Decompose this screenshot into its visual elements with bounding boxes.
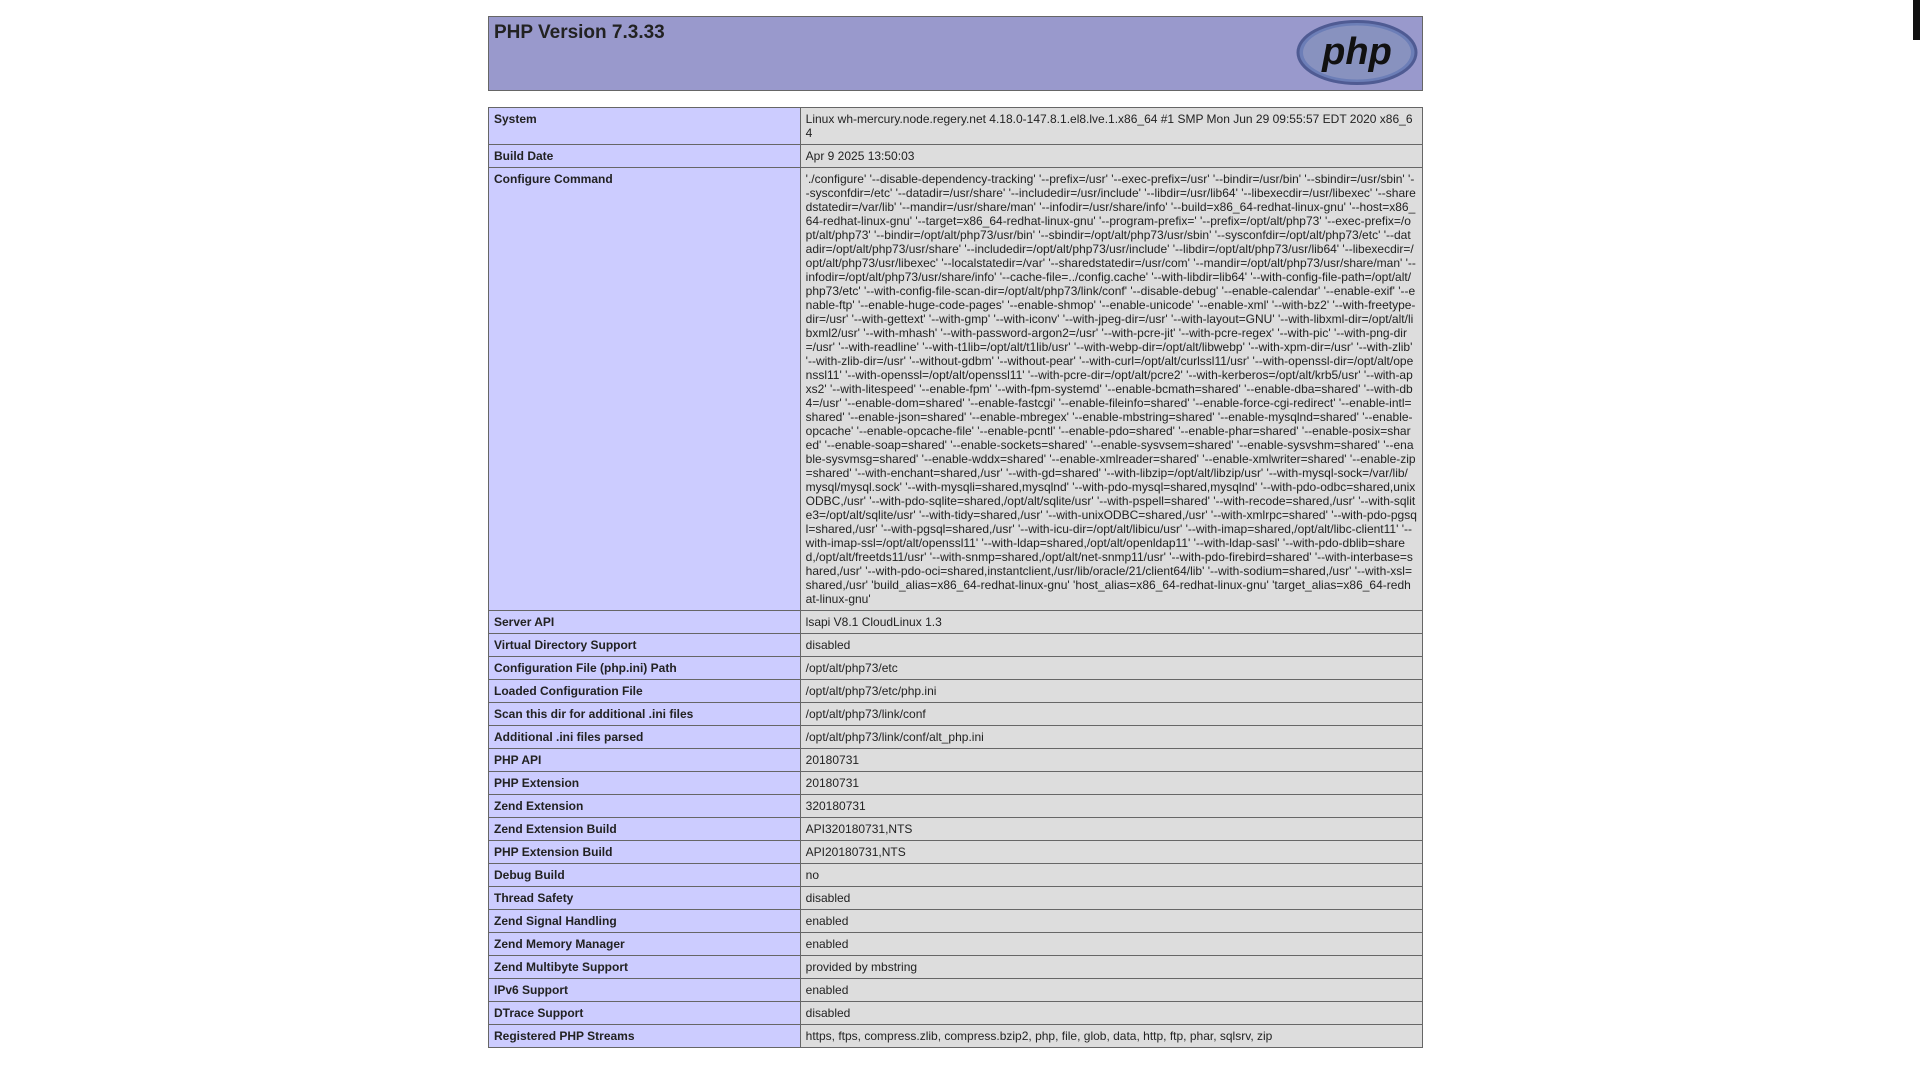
row-label: Debug Build <box>489 864 801 887</box>
header-row <box>489 17 1423 91</box>
table-row <box>489 910 1423 933</box>
row-value: disabled <box>800 887 1422 910</box>
row-value: enabled <box>800 933 1422 956</box>
table-row <box>489 887 1423 910</box>
table-row <box>489 634 1423 657</box>
table-row <box>489 1025 1423 1048</box>
row-label: Registered PHP Streams <box>489 1025 801 1048</box>
table-row <box>489 841 1423 864</box>
row-value: https, ftps, compress.zlib, compress.bzip2, php, file, glob, data, http, ftp, phar, sqlsrv, zip <box>800 1025 1422 1048</box>
row-value: disabled <box>800 634 1422 657</box>
row-label: PHP Extension <box>489 772 801 795</box>
header-cell <box>489 17 1423 91</box>
table-row <box>489 818 1423 841</box>
page-title: PHP Version 7.3.33 <box>494 22 665 43</box>
table-row <box>489 168 1423 611</box>
row-value: enabled <box>800 910 1422 933</box>
row-label: DTrace Support <box>489 1002 801 1025</box>
table-row <box>489 749 1423 772</box>
info-table-body <box>489 108 1423 1048</box>
row-value: Apr 9 2025 13:50:03 <box>800 145 1422 168</box>
table-row <box>489 657 1423 680</box>
row-label: Additional .ini files parsed <box>489 726 801 749</box>
phpinfo-container <box>488 16 1423 1048</box>
row-label: Thread Safety <box>489 887 801 910</box>
row-value: no <box>800 864 1422 887</box>
row-value: provided by mbstring <box>800 956 1422 979</box>
row-value: './configure' '--disable-dependency-tracking' '--prefix=/usr' '--exec-prefix=/usr' '--bindir=/usr/bin' '--sbindir=/usr/sbin' '--sysconfdir=/etc' '--datadir=/usr/share' '--includedir=/usr/include' '--libdir=/usr/lib64' '--libexecdir=/usr/libexec' '--sharedstatedir=/var/lib' '--mandir=/usr/share/man' '--infodir=/usr/share/info' '--build=x86_64-redhat-linux-gnu' '--host=x86_64-redhat-linux-gnu' '--target=x86_64-redhat-linux-gnu' '--program-prefix=' '--prefix=/opt/alt/php73' '--exec-prefix=/opt/alt/php73' '--bindir=/opt/alt/php73/usr/bin' '--sbindir=/opt/alt/php73/usr/sbin' '--sysconfdir=/opt/alt/php73/etc' '--datadir=/opt/alt/php73/usr/share' '--includedir=/opt/alt/php73/usr/include' '--libdir=/opt/alt/php73/usr/lib64' '--libexecdir=/opt/alt/php73/usr/libexec' '--localstatedir=/var' '--sharedstatedir=/usr/com' '--mandir=/opt/alt/php73/usr/share/man' '--infodir=/opt/alt/php73/usr/share/info' '--cache-file=../config.cache' '--with-libdir=lib64' '--with-config-file-path=/opt/alt/php73/etc' '--with-config-file-scan-dir=/opt/alt/php73/link/conf' '--disable-debug' '--enable-calendar' '--enable-exif' '--enable-ftp' '--enable-huge-code-pages' '--enable-shmop' '--enable-unicode' '--enable-xml' '--with-bz2' '--with-freetype-dir=/usr' '--with-gettext' '--with-gmp' '--with-iconv' '--with-jpeg-dir=/usr' '--with-layout=GNU' '--with-libxml-dir=/opt/alt/libxml2/usr' '--with-mhash' '--with-password-argon2=/usr' '--with-pcre-jit' '--with-pcre-regex' '--with-pic' '--with-png-dir=/usr' '--with-readline' '--with-t1lib=/opt/alt/t1lib/usr' '--with-webp-dir=/opt/alt/libwebp' '--with-xpm-dir=/usr' '--with-zlib' '--with-zlib-dir=/usr' '--without-gdbm' '--without-pear' '--with-curl=/opt/alt/curlssl11/usr' '--with-openssl-dir=/opt/alt/openssl11' '--with-openssl=/opt/alt/openssl11' '--with-pcre-dir=/opt/alt/pcre2' '--with-kerberos=/opt/alt/krb5/usr' '--with-apxs2' '--with-litespeed' '--enable-fpm' '--with-fpm-systemd' '--enable-bcmath=shared' '--enable-dba=shared' '--with-db4=/usr' '--enable-dom=shared' '--enable-fastcgi' '--enable-fileinfo=shared' '--enable-force-cgi-redirect' '--enable-intl=shared' '--enable-json=shared' '--enable-mbregex' '--enable-mbstring=shared' '--enable-mysqlnd=shared' '--enable-opcache' '--enable-opcache-file' '--enable-pcntl' '--enable-pdo=shared' '--enable-phar=shared' '--enable-posix=shared' '--enable-soap=shared' '--enable-sockets=shared' '--enable-sysvsem=shared' '--enable-sysvshm=shared' '--enable-sysvmsg=shared' '--enable-wddx=shared' '--enable-xmlreader=shared' '--enable-xmlwriter=shared' '--enable-zip=shared' '--with-enchant=shared,/usr' '--with-gd=shared' '--with-libzip=/opt/alt/libzip/usr' '--with-mysql-sock=/var/lib/mysql/mysql.sock' '--with-mysqli=shared,mysqlnd' '--with-pdo-mysql=shared,mysqlnd' '--with-pdo-odbc=shared,unixODBC,/usr' '--with-pdo-sqlite=shared,/opt/alt/sqlite/usr' '--with-pspell=shared' '--with-recode=shared,/usr' '--with-sqlite3=/opt/alt/sqlite/usr' '--with-tidy=shared,/usr' '--with-unixODBC=shared,/usr' '--with-xmlrpc=shared' '--with-pdo-pgsql=shared,/usr' '--with-pgsql=shared,/usr' '--with-icu-dir=/opt/alt/libicu/usr' '--with-imap=shared,/opt/alt/libc-client11' '--with-imap-ssl=/opt/alt/openssl11' '--with-ldap=shared,/opt/alt/openldap11' '--with-ldap-sasl' '--with-pdo-dblib=shared,/opt/alt/freetds11/usr' '--with-snmp=shared,/opt/alt/net-snmp11/usr' '--with-pdo-firebird=shared' '--with-interbase=shared,/usr' '--with-pdo-oci=shared,instantclient,/usr/lib/oracle/21/client64/lib' '--with-sodium=shared,/usr' '--with-xsl=shared,/usr' 'build_alias=x86_64-redhat-linux-gnu' 'host_alias=x86_64-redhat-linux-gnu' 'target_alias=x86_64-redhat-linux-gnu' <box>800 168 1422 611</box>
row-label: Build Date <box>489 145 801 168</box>
row-label: PHP Extension Build <box>489 841 801 864</box>
row-value: Linux wh-mercury.node.regery.net 4.18.0-147.8.1.el8.lve.1.x86_64 #1 SMP Mon Jun 29 09:55:57 EDT 2020 x86_64 <box>800 108 1422 145</box>
row-label: Zend Extension <box>489 795 801 818</box>
row-value: /opt/alt/php73/link/conf/alt_php.ini <box>800 726 1422 749</box>
table-row <box>489 145 1423 168</box>
table-row <box>489 703 1423 726</box>
row-label: PHP API <box>489 749 801 772</box>
row-label: Zend Multibyte Support <box>489 956 801 979</box>
table-row <box>489 726 1423 749</box>
table-row <box>489 956 1423 979</box>
row-value: 20180731 <box>800 749 1422 772</box>
info-table <box>488 107 1423 1048</box>
row-label: Configure Command <box>489 168 801 611</box>
table-row <box>489 772 1423 795</box>
row-value: API20180731,NTS <box>800 841 1422 864</box>
row-value: /opt/alt/php73/link/conf <box>800 703 1422 726</box>
table-row <box>489 1002 1423 1025</box>
row-label: IPv6 Support <box>489 979 801 1002</box>
table-row <box>489 680 1423 703</box>
table-row <box>489 864 1423 887</box>
header-table <box>488 16 1423 91</box>
row-label: Zend Extension Build <box>489 818 801 841</box>
table-row <box>489 108 1423 145</box>
table-row <box>489 795 1423 818</box>
row-value: 320180731 <box>800 795 1422 818</box>
row-label: Loaded Configuration File <box>489 680 801 703</box>
table-row <box>489 611 1423 634</box>
row-label: Server API <box>489 611 801 634</box>
row-value: disabled <box>800 1002 1422 1025</box>
table-row <box>489 979 1423 1002</box>
row-label: Virtual Directory Support <box>489 634 801 657</box>
row-value: /opt/alt/php73/etc <box>800 657 1422 680</box>
php-logo-text: php <box>1322 31 1392 73</box>
php-logo-icon <box>1296 20 1418 85</box>
row-label: Configuration File (php.ini) Path <box>489 657 801 680</box>
table-row <box>489 933 1423 956</box>
row-value: enabled <box>800 979 1422 1002</box>
row-value: API320180731,NTS <box>800 818 1422 841</box>
row-value: 20180731 <box>800 772 1422 795</box>
row-value: lsapi V8.1 CloudLinux 1.3 <box>800 611 1422 634</box>
row-label: Scan this dir for additional .ini files <box>489 703 801 726</box>
row-label: System <box>489 108 801 145</box>
row-label: Zend Memory Manager <box>489 933 801 956</box>
row-label: Zend Signal Handling <box>489 910 801 933</box>
row-value: /opt/alt/php73/etc/php.ini <box>800 680 1422 703</box>
page-scrollbar[interactable] <box>1913 0 1920 40</box>
